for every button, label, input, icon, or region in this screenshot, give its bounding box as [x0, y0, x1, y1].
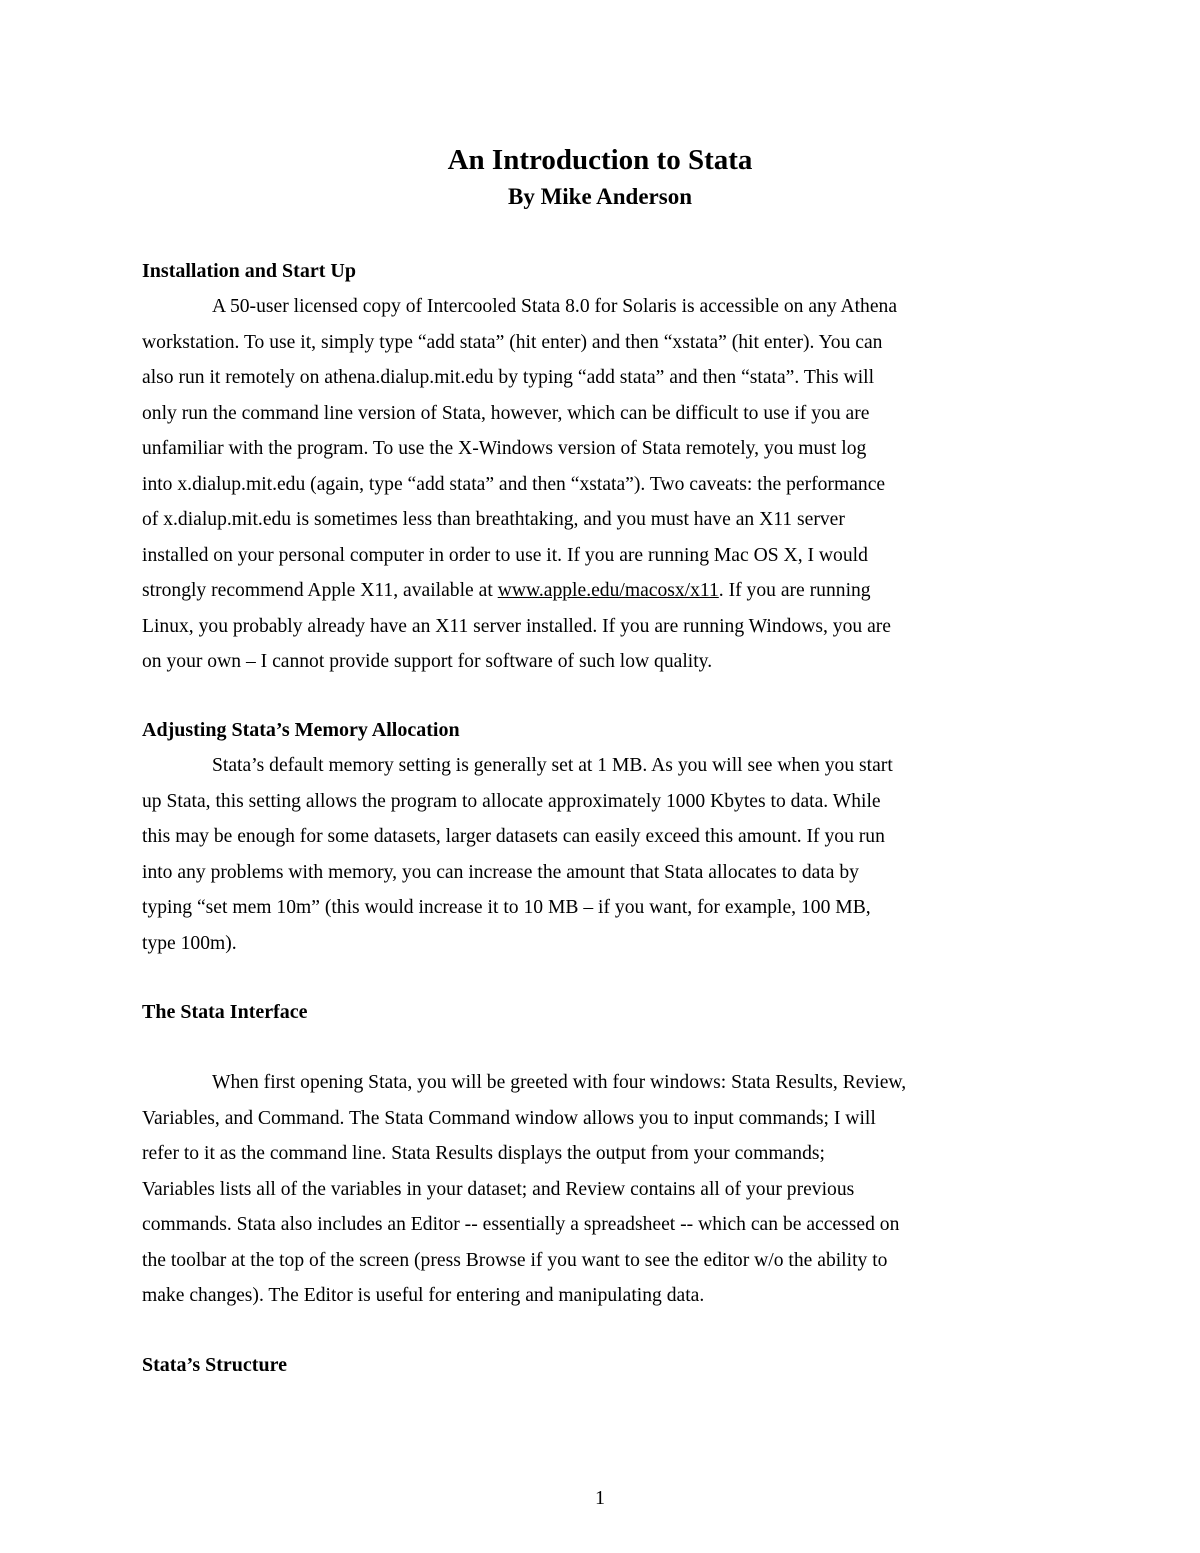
paragraph-line: on your own – I cannot provide support for software of such low quality.	[142, 651, 713, 672]
paragraph-line: Variables lists all of the variables in your dataset; and Review contains all of your previous	[142, 1178, 855, 1200]
paragraph-line: typing “set mem 10m” (this would increase it to 10 MB – if you want, for example, 100 MB,	[142, 897, 871, 918]
paragraph-memory	[142, 748, 1102, 961]
paragraph-line-with-link	[142, 573, 1102, 609]
section-heading-structure: Stata’s Structure	[142, 1354, 287, 1376]
paragraph-line: When first opening Stata, you will be greeted with four windows: Stata Results, Review,	[212, 1072, 907, 1093]
paragraph-line: refer to it as the command line. Stata Results displays the output from your commands;	[142, 1143, 825, 1164]
link-line-after: . If you are running	[718, 580, 871, 601]
section-heading-installation: Installation and Start Up	[142, 260, 356, 282]
paragraph-line: only run the command line version of Stata, however, which can be difficult to use if you are	[142, 402, 870, 424]
paragraph-line: into any problems with memory, you can increase the amount that Stata allocates to data by	[142, 861, 859, 883]
section-heading-interface: The Stata Interface	[142, 1001, 308, 1023]
paragraph-line: installed on your personal computer in order to use it. If you are running Mac OS X, I would	[142, 544, 868, 566]
paragraph-line: the toolbar at the top of the screen (press Browse if you want to see the editor w/o the ability to	[142, 1249, 888, 1271]
paragraph-line: commands. Stata also includes an Editor -- essentially a spreadsheet -- which can be accessed on	[142, 1214, 900, 1235]
apple-x11-link[interactable]: www.apple.edu/macosx/x11	[497, 580, 719, 601]
paragraph-installation	[142, 289, 1102, 680]
link-line-before: strongly recommend Apple X11, available at	[142, 580, 498, 601]
paragraph-line: of x.dialup.mit.edu is sometimes less than breathtaking, and you must have an X11 server	[142, 509, 845, 530]
paragraph-line: Stata’s default memory setting is generally set at 1 MB. As you will see when you start	[212, 755, 893, 776]
paragraph-line: also run it remotely on athena.dialup.mit.edu by typing “add stata” and then “stata”. This will	[142, 367, 875, 388]
paragraph-line: Variables, and Command. The Stata Command window allows you to input commands; I will	[142, 1107, 876, 1129]
page-number: 1	[595, 1487, 605, 1509]
paragraph-line: workstation. To use it, simply type “add stata” (hit enter) and then “xstata” (hit enter). You can	[142, 331, 883, 353]
document-title: An Introduction to Stata	[447, 144, 753, 176]
paragraph-line: type 100m).	[142, 932, 237, 954]
document-author: By Mike Anderson	[507, 184, 693, 209]
paragraph-line: this may be enough for some datasets, larger datasets can easily exceed this amount. If you run	[142, 826, 885, 847]
paragraph-line: unfamiliar with the program. To use the X-Windows version of Stata remotely, you must log	[142, 438, 867, 459]
paragraph-interface	[142, 1065, 1102, 1314]
section-heading-memory: Adjusting Stata’s Memory Allocation	[142, 719, 460, 741]
paragraph-line: into x.dialup.mit.edu (again, type “add stata” and then “xstata”). Two caveats: the performance	[142, 473, 886, 495]
paragraph-line: up Stata, this setting allows the program to allocate approximately 1000 Kbytes to data. While	[142, 790, 881, 812]
paragraph-line: make changes). The Editor is useful for entering and manipulating data.	[142, 1285, 705, 1306]
paragraph-line: Linux, you probably already have an X11 server installed. If you are running Windows, you are	[142, 615, 892, 637]
paragraph-line: A 50-user licensed copy of Intercooled Stata 8.0 for Solaris is accessible on any Athena	[212, 296, 898, 317]
